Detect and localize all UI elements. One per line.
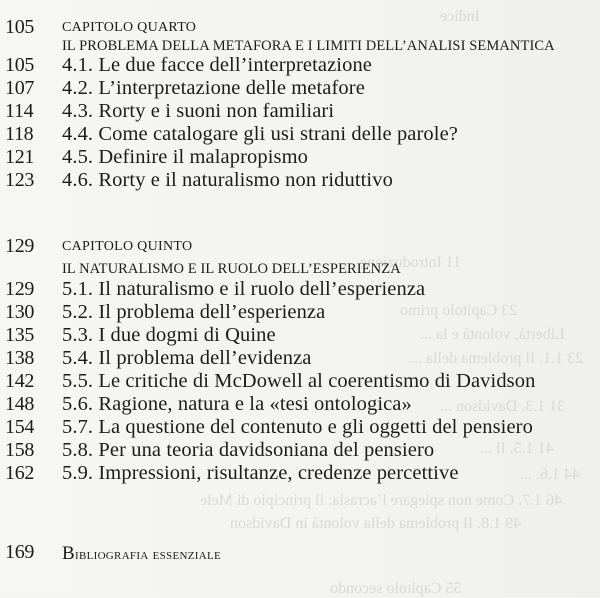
show-through-text: 23 1.1. Il problema della ... (410, 350, 584, 367)
section-title: 5.4. Il problema dell’evidenza (62, 347, 312, 369)
section-title: 5.2. Il problema dell’esperienza (62, 301, 326, 323)
page-number: 129 (5, 278, 35, 300)
show-through-text: 11 Introduzione (360, 254, 462, 271)
page-number: 105 (5, 54, 35, 76)
chapter-subtitle: IL PROBLEMA DELLA METAFORA E I LIMITI DELL’ANALISI SEMANTICA (62, 38, 555, 54)
page-number: 158 (5, 439, 35, 461)
page-number: 138 (5, 347, 35, 369)
section-title: 5.6. Ragione, natura e la «tesi ontologica» (62, 393, 412, 415)
show-through-text: 44 1.6. ... (520, 466, 580, 483)
page-number: 162 (5, 462, 35, 484)
show-through-text: Indice (440, 8, 480, 25)
section-title: 4.2. L’interpretazione delle metafore (62, 77, 365, 99)
page-number: 169 (5, 541, 35, 563)
page-number: 148 (5, 393, 35, 415)
section-title: 4.5. Definire il malapropismo (62, 146, 308, 168)
show-through-text: 23 Capitolo primo (400, 302, 518, 319)
page-number: 154 (5, 416, 35, 438)
section-title: 5.7. La questione del contenuto e gli oggetti del pensiero (62, 416, 533, 438)
page-number: 129 (5, 235, 35, 257)
show-through-text: 31 1.3. Davidson ... (440, 398, 566, 415)
page-number: 135 (5, 324, 35, 346)
section-title: 5.8. Per una teoria davidsoniana del pensiero (62, 439, 435, 461)
bibliography-title (62, 543, 221, 565)
bibliography-initial: B (62, 543, 75, 564)
page-number: 130 (5, 301, 35, 323)
section-title: 4.4. Come catalogare gli usi strani delle parole? (62, 123, 458, 145)
page-number: 121 (5, 146, 35, 168)
chapter-label: CAPITOLO QUINTO (62, 239, 193, 254)
page-number: 118 (5, 123, 34, 145)
show-through-text: 46 1.7. Come non spiegare l’acrasia: il principio di Mele (200, 492, 563, 509)
bibliography-rest: ibliografia essenziale (74, 547, 221, 563)
section-title: 4.6. Rorty e il naturalismo non riduttivo (62, 169, 393, 191)
page-number: 105 (5, 16, 35, 38)
page-number: 142 (5, 370, 35, 392)
show-through-text: Libertà, volontà e la ... (420, 326, 565, 343)
section-title: 5.5. Le critiche di McDowell al coerentismo di Davidson (62, 370, 536, 392)
chapter-label: CAPITOLO QUARTO (62, 20, 197, 35)
show-through-text: 49 1.8. Il problema della volontà in Davidson (230, 515, 522, 532)
page-number: 114 (5, 100, 34, 122)
page-number: 123 (5, 169, 35, 191)
section-title: 5.3. I due dogmi di Quine (62, 324, 276, 346)
show-through-text: 41 1.5. Il ... (480, 440, 554, 457)
page-number: 107 (5, 77, 35, 99)
section-title: 5.1. Il naturalismo e il ruolo dell’esperienza (62, 278, 426, 300)
section-title: 4.3. Rorty e i suoni non familiari (62, 100, 335, 122)
section-title: 4.1. Le due facce dell’interpretazione (62, 54, 372, 76)
section-title: 5.9. Impressioni, risultanze, credenze percettive (62, 462, 459, 484)
show-through-text: 55 Capitolo secondo (330, 580, 462, 597)
chapter-subtitle: IL NATURALISMO E IL RUOLO DELL’ESPERIENZA (62, 261, 401, 277)
